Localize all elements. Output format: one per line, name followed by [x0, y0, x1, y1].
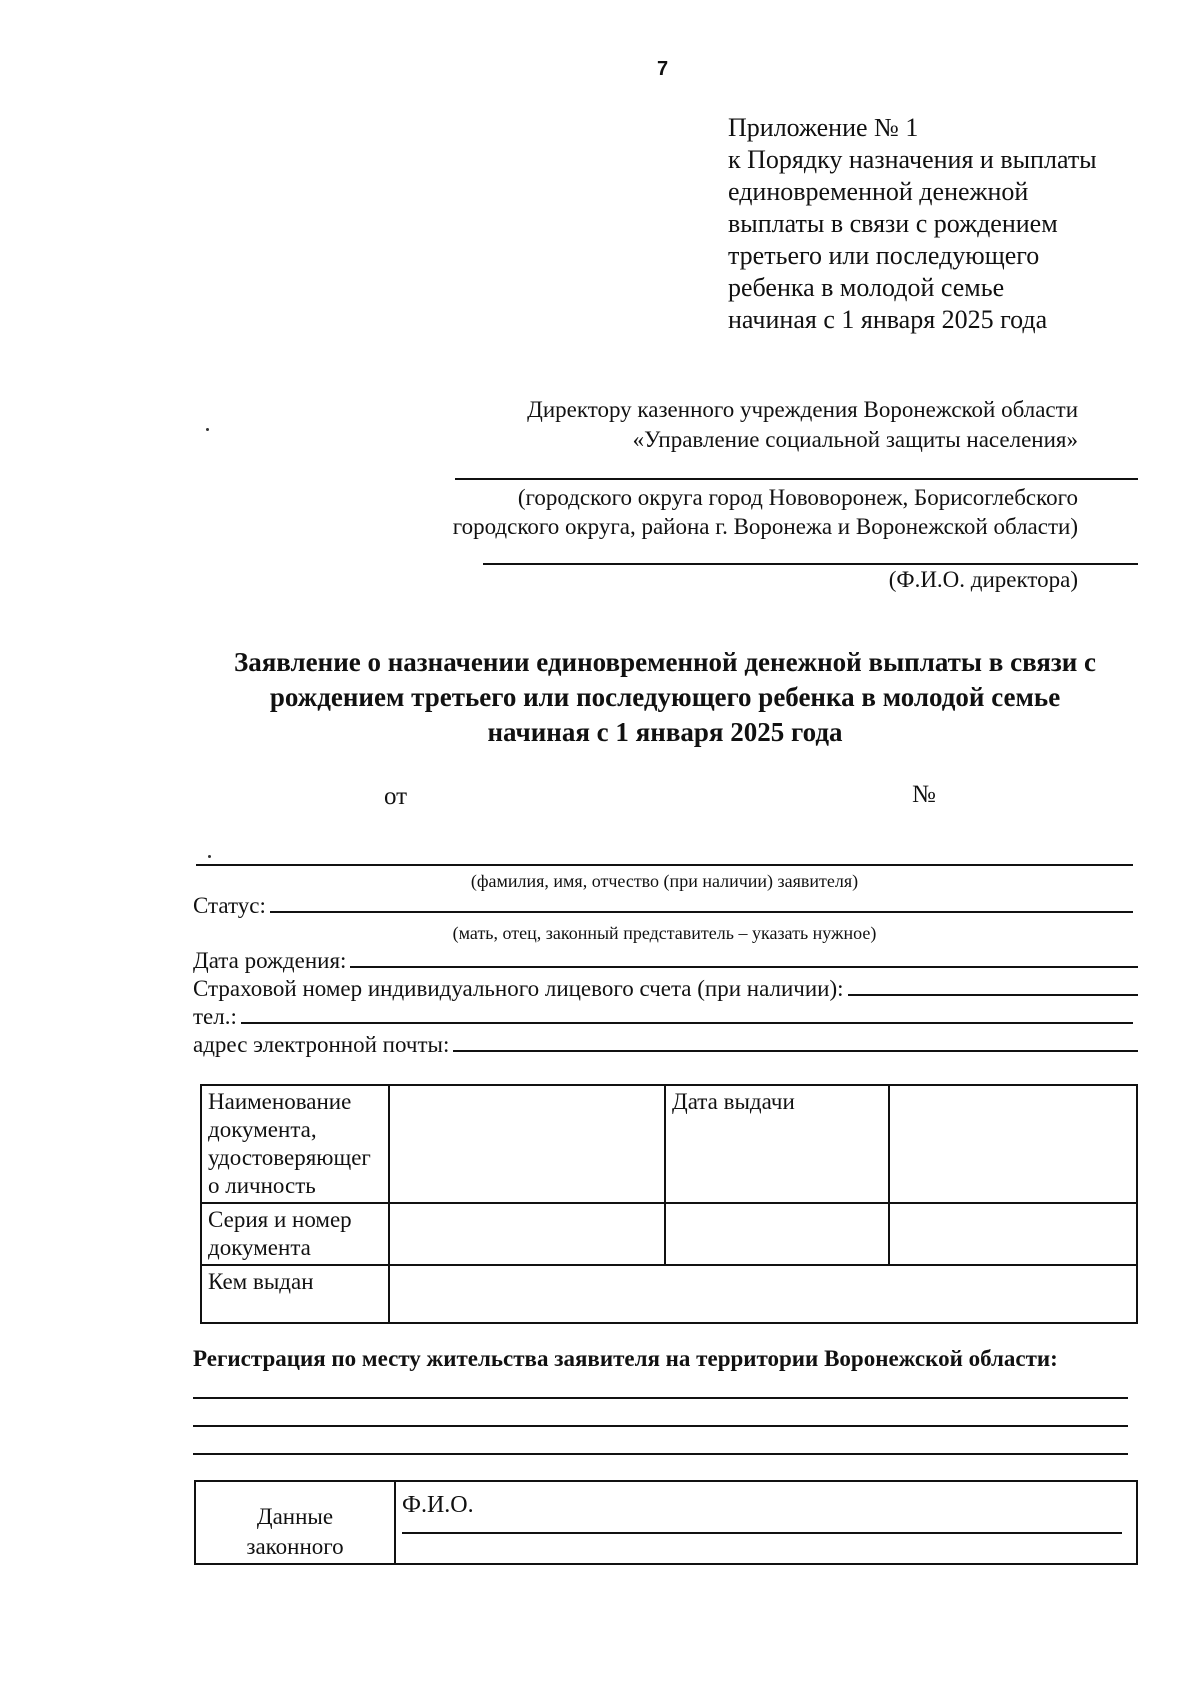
series-value-cell[interactable] — [389, 1203, 665, 1265]
issued-by-label: Кем выдан — [208, 1269, 314, 1294]
registration-line-3[interactable] — [193, 1453, 1128, 1455]
phone-field[interactable] — [193, 1000, 1133, 1030]
director-underline[interactable] — [483, 563, 1138, 565]
snils-label: Страховой номер индивидуального лицевого счета (при наличии): — [193, 976, 844, 1001]
issue-date-label: Дата выдачи — [672, 1089, 795, 1114]
birth-date-underline[interactable] — [350, 966, 1138, 968]
series-extra-cell-2[interactable] — [889, 1203, 1137, 1265]
district-underline[interactable] — [455, 478, 1138, 480]
status-hint: (мать, отец, законный представитель – указать нужное) — [452, 923, 877, 943]
appendix-line: Приложение № 1 — [728, 113, 919, 142]
table-row — [201, 1085, 1137, 1203]
doc-name-line: документа, — [208, 1117, 317, 1142]
representative-label-line-1: Данные — [256, 1504, 334, 1529]
series-label-cell — [201, 1203, 389, 1265]
representative-label-cell — [195, 1481, 395, 1564]
series-extra-cell[interactable] — [665, 1203, 889, 1265]
snils-underline[interactable] — [848, 994, 1138, 996]
table-row — [195, 1481, 1137, 1564]
title-line-3: начиная с 1 января 2025 года — [487, 717, 843, 747]
phone-underline[interactable] — [241, 1022, 1133, 1024]
doc-name-value-cell[interactable] — [389, 1085, 665, 1203]
appendix-line: выплаты в связи с рождением — [728, 209, 1058, 238]
issue-date-value-cell[interactable] — [889, 1085, 1137, 1203]
appendix-line: ребенка в молодой семье — [728, 273, 1005, 302]
status-label: Статус: — [193, 893, 266, 918]
birth-date-field[interactable] — [193, 944, 1138, 974]
identity-document-table — [200, 1084, 1138, 1324]
addressee-block — [527, 395, 1078, 455]
series-label-line-1: Серия и номер — [208, 1207, 352, 1232]
appendix-line: третьего или последующего — [728, 241, 1040, 270]
table-row — [201, 1203, 1137, 1265]
representative-label-line-2: законного — [246, 1534, 344, 1559]
email-label: адрес электронной почты: — [193, 1032, 450, 1057]
district-hint-line-2: городского округа, района г. Воронежа и Воронежской области) — [452, 514, 1078, 539]
table-row — [201, 1265, 1137, 1323]
series-label-line-2: документа — [208, 1235, 311, 1260]
applicant-name-line[interactable] — [196, 864, 1133, 866]
appendix-block — [728, 112, 1097, 336]
number-label: № — [912, 781, 936, 808]
status-field[interactable] — [193, 889, 1133, 919]
registration-line-1[interactable] — [193, 1397, 1128, 1399]
district-hint — [453, 483, 1078, 541]
issued-by-value-cell[interactable] — [389, 1265, 1137, 1323]
addressee-line-2: «Управление социальной защиты населения» — [632, 427, 1078, 452]
email-underline[interactable] — [453, 1050, 1138, 1052]
email-field[interactable] — [193, 1028, 1138, 1058]
doc-name-line: о личность — [208, 1173, 316, 1198]
date-label: от — [384, 783, 408, 810]
snils-field[interactable] — [193, 972, 1138, 1002]
addressee-line-1: Директору казенного учреждения Воронежской области — [527, 397, 1078, 422]
appendix-line: начиная с 1 января 2025 года — [728, 305, 1048, 334]
issue-date-label-cell — [665, 1085, 889, 1203]
appendix-line: единовременной денежной — [728, 177, 1029, 206]
registration-heading: Регистрация по месту жительства заявителя на территории Воронежской области: — [193, 1346, 1058, 1371]
representative-fio-cell[interactable] — [395, 1481, 1137, 1564]
district-hint-line-1: (городского округа город Нововоронеж, Борисоглебского — [517, 485, 1078, 510]
doc-name-label-cell — [201, 1085, 389, 1203]
representative-table — [194, 1480, 1138, 1565]
scan-speck — [208, 855, 211, 858]
doc-name-line: удостоверяющег — [208, 1145, 371, 1170]
document-title — [170, 645, 1160, 750]
doc-name-line: Наименование — [208, 1089, 352, 1114]
status-underline[interactable] — [270, 911, 1133, 913]
registration-line-2[interactable] — [193, 1425, 1128, 1427]
birth-date-label: Дата рождения: — [193, 948, 347, 973]
director-hint: (Ф.И.О. директора) — [888, 567, 1078, 592]
fio-label: Ф.И.О. — [402, 1492, 474, 1518]
applicant-name-hint: (фамилия, имя, отчество (при наличии) заявителя) — [470, 871, 859, 891]
title-line-1: Заявление о назначении единовременной денежной выплаты в связи с — [233, 647, 1097, 677]
scan-speck — [206, 428, 209, 431]
page-number: 7 — [656, 58, 669, 80]
issued-by-label-cell — [201, 1265, 389, 1323]
title-line-2: рождением третьего или последующего ребенка в молодой семье — [269, 682, 1061, 712]
fio-underline[interactable] — [402, 1532, 1122, 1534]
phone-label: тел.: — [193, 1004, 237, 1029]
appendix-line: к Порядку назначения и выплаты — [728, 145, 1097, 174]
